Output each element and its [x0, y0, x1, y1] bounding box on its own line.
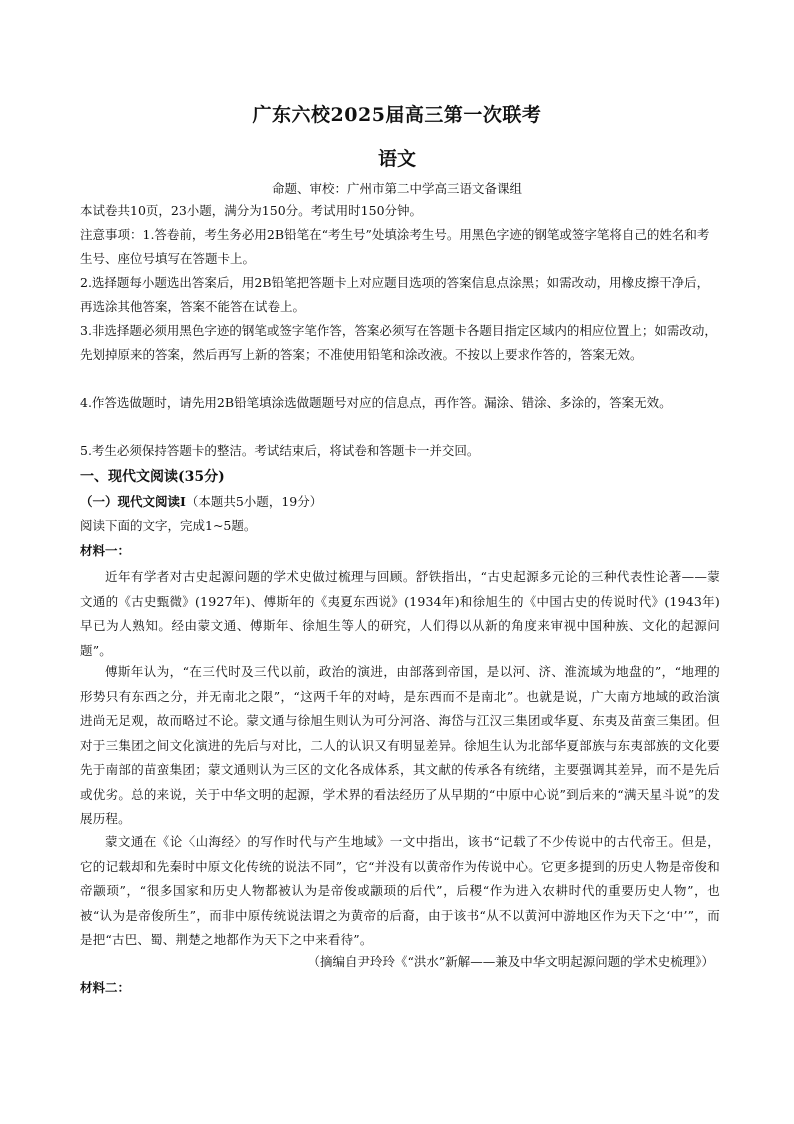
- material-2-label: 材料二：: [80, 980, 131, 995]
- subsection-heading: [80, 492, 322, 510]
- instruction-4: 4.作答选做题时，请先用2B铅笔填涂选做题题号对应的信息点，再作答。漏涂、错涂、多涂的，答案无效。: [80, 395, 672, 410]
- material-1-source: （摘编自尹玲玲《“洪水”新解——兼及中华文明起源问题的学术史梳理》）: [307, 954, 714, 969]
- instruction-1: 注意事项：1.答卷前，考生务必用2B铅笔在“考生号”处填涂考生号。用黑色字迹的钢笔或签字笔将自己的姓名和考生号、座位号填写在答题卡上。: [80, 227, 710, 266]
- instruction-2: 2.选择题每小题选出答案后，用2B铅笔把答题卡上对应题目选项的答案信息点涂黑；如需改动，用橡皮擦干净后，再选涂其他答案，答案不能答在试卷上。: [80, 275, 710, 314]
- material-1-paragraph-3: 蒙文通在《论〈山海经〉的写作时代与产生地域》一文中指出，该书“记载了不少传说中的古代帝王。但是，它的记载却和先秦时中原文化传统的说法不同”，它“并没有以黄帝作为传说中心。它更多提到的历史人物是帝俊和帝颛顼”，“很多国家和历史人物都被认为是帝俊或颛顼的后代”，后稷“作为进入农耕时代的重要历史人物”，也被“认为是帝俊所生”，而非中原传统说法谓之为黄帝的后裔，由于该书“从不以黄河中游地区作为天下之‘中’”，而是把“古巴、蜀、荆楚之地都作为天下之中来看待”。: [80, 834, 720, 947]
- exam-title: 广东六校2025届高三第一次联考: [252, 104, 542, 126]
- material-1-paragraph-2: 傅斯年认为，“在三代时及三代以前，政治的演进，由部落到帝国，是以河、济、淮流域为地盘的”，“地理的形势只有东西之分，并无南北之限”，“这两千年的对峙，是东西而不是南北”。也就是说，广大南方地域的政治演进尚无足观，故而略过不论。蒙文通与徐旭生则认为可分河洛、海岱与江汉三集团或华夏、东夷及苗蛮三集团。但对于三集团之间文化演进的先后与对比，二人的认识又有明显差异。徐旭生认为北部华夏部族与东夷部族的文化要先于南部的苗蛮集团；蒙文通则认为三区的文化各成体系，其文献的传承各有统绪，主要强调其差异，而不是先后或优劣。总的来说，关于中华文明的起源，学术界的看法经历了从早期的“中原中心说”到后来的“满天星斗说”的发展历程。: [80, 664, 720, 826]
- subsection-info: （本题共5小题，19分）: [185, 494, 323, 509]
- instruction-5: 5.考生必须保持答题卡的整洁。考试结束后，将试卷和答题卡一并交回。: [80, 443, 480, 458]
- subject-title: 语文: [377, 148, 416, 170]
- author-line: 命题、审校：广州市第二中学高三语文备课组: [271, 181, 522, 196]
- reading-prompt: 阅读下面的文字，完成1~5题。: [80, 518, 257, 533]
- instruction-3: 3.非选择题必须用黑色字迹的钢笔或签字笔作答，答案必须写在答题卡各题目指定区域内的相应位置上；如需改动，先划掉原来的答案，然后再写上新的答案；不准使用铅笔和涂改液。不按以上要求作答的，答案无效。: [80, 323, 717, 362]
- exam-overview: 本试卷共10页，23小题，满分为150分。考试用时150分钟。: [80, 203, 423, 218]
- section-title: 一、现代文阅读(35分): [80, 469, 225, 485]
- subsection-title: （一）现代文阅读Ⅰ: [80, 494, 186, 509]
- material-1-label: 材料一：: [80, 543, 131, 558]
- material-1-paragraph-1: 近年有学者对古史起源问题的学术史做过梳理与回顾。舒铁指出，“古史起源多元论的三种代表性论著——蒙文通的《古史甄微》(1927年)、傅斯年的《夷夏东西说》(1934年)和徐旭生的《中国古史的传说时代》(1943年)早已为人熟知。经由蒙文通、傅斯年、徐旭生等人的研究，人们得以从新的角度来审视中国种族、文化的起源问题”。: [80, 569, 720, 658]
